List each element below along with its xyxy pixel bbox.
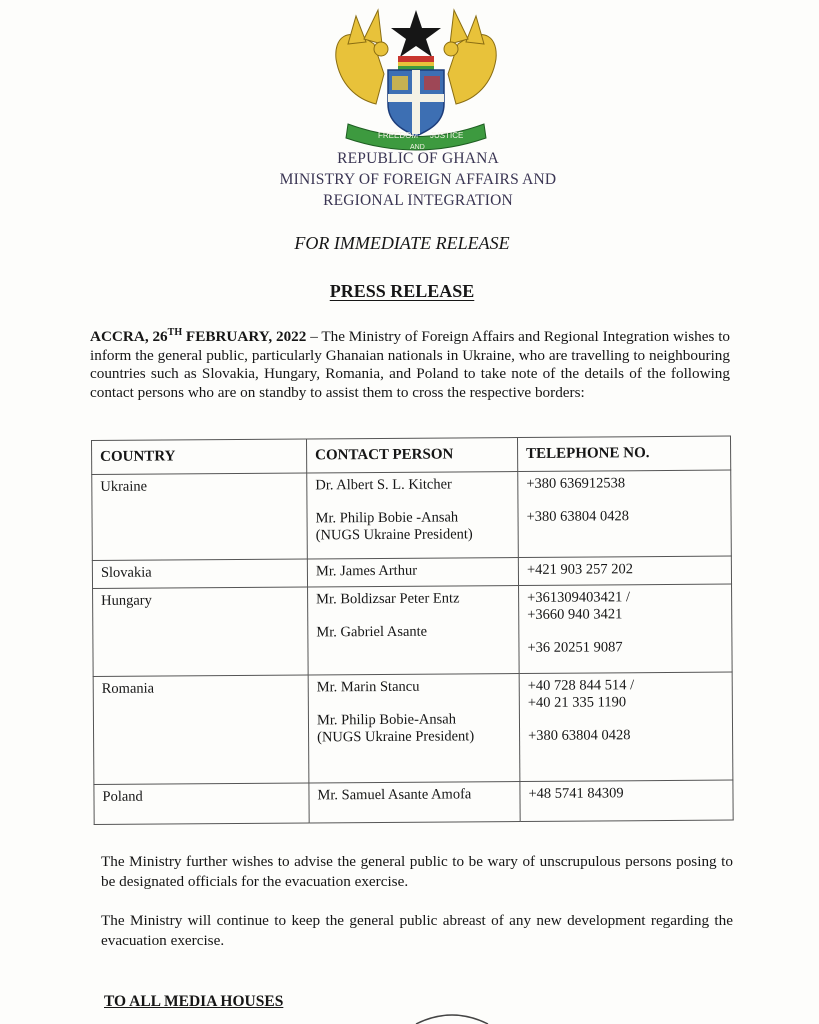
telephone-number: +48 5741 84309 [528,785,624,802]
telephone-cell [518,470,732,557]
left-eagle-icon [336,10,388,104]
contact-person-cell [309,782,520,823]
contact-person: Mr. Philip Bobie -Ansah (NUGS Ukraine President) [315,509,473,544]
country-cell: Ukraine [92,473,308,560]
motto-justice: JUSTICE [430,131,464,140]
table-row [93,584,733,676]
country-cell: Hungary [93,587,309,676]
motto-freedom: FREEDOM [378,131,418,140]
table-row [94,780,733,824]
telephone-cell [519,672,733,781]
contact-person: Mr. Boldizsar Peter Entz [316,590,460,608]
col-contact-person: CONTACT PERSON [306,438,517,473]
telephone-number: +380 63804 0428 [526,508,630,525]
contact-person: Dr. Albert S. L. Kitcher [315,476,452,494]
coat-of-arms [326,4,506,154]
contact-person-cell [307,558,518,587]
telephone-cell [518,556,731,585]
dateline: ACCRA, 26TH FEBRUARY, 2022 [90,327,307,346]
contact-person: Mr. Marin Stancu [316,678,420,696]
col-country: COUNTRY [92,439,307,475]
contact-person-cell [308,674,520,783]
col-telephone: TELEPHONE NO. [517,436,730,471]
contact-person-cell [308,586,520,675]
table-row [93,672,733,784]
contacts-table [91,436,734,825]
telephone-cell [520,780,733,821]
telephone-number: +421 903 257 202 [526,561,634,578]
contact-person: Mr. Gabriel Asante [316,623,428,641]
black-star-icon [391,10,441,57]
right-eagle-icon [444,10,496,104]
telephone-number: +36 20251 9087 [527,639,623,656]
header-integration: REGIONAL INTEGRATION [323,192,513,209]
to-all-media-houses: TO ALL MEDIA HOUSES [104,993,284,1010]
update-paragraph: The Ministry will continue to keep the general public abreast of any new development regarding the evacuation exercise. [101,912,733,949]
telephone-number: +380 63804 0428 [528,727,631,744]
advice-paragraph: The Ministry further wishes to advise the general public to be wary of unscrupulous persons posing to be designated officials for the evacuation exercise. [101,853,733,890]
contact-person: Mr. Samuel Asante Amofa [317,786,472,804]
contact-person: Mr. James Arthur [315,562,418,580]
telephone-number: +380 636912538 [526,475,626,492]
contact-person: Mr. Philip Bobie-Ansah (NUGS Ukraine President) [316,711,475,746]
telephone-cell [519,584,733,673]
for-immediate-release: FOR IMMEDIATE RELEASE [294,233,510,253]
stamp-icon [412,1012,492,1024]
header-republic: REPUBLIC OF GHANA [337,150,499,167]
motto-and: AND [410,144,425,151]
table-row [92,556,731,588]
country-cell: Romania [93,675,309,784]
header-ministry: MINISTRY OF FOREIGN AFFAIRS AND [279,171,557,188]
country-cell: Slovakia [92,559,307,589]
table-row [92,470,732,560]
telephone-number: +40 728 844 514 / +40 21 335 1190 [527,677,635,711]
telephone-number: +361309403421 / +3660 940 3421 [527,589,631,623]
press-release-title: PRESS RELEASE [329,281,475,301]
country-cell: Poland [94,783,309,825]
intro-paragraph: ACCRA, 26TH FEBRUARY, 2022 – The Ministry of Foreign Affairs and Regional Integration wishes to inform the general public, particularly Ghanaian nationals in Ukraine, who are travelling to neighbouring countries such as Slovakia, Hungary, Romania, and Poland to take note of the details of the following contact persons who are on standby to assist them to cross the respective borders: [90,327,731,401]
contact-person-cell [307,472,519,559]
